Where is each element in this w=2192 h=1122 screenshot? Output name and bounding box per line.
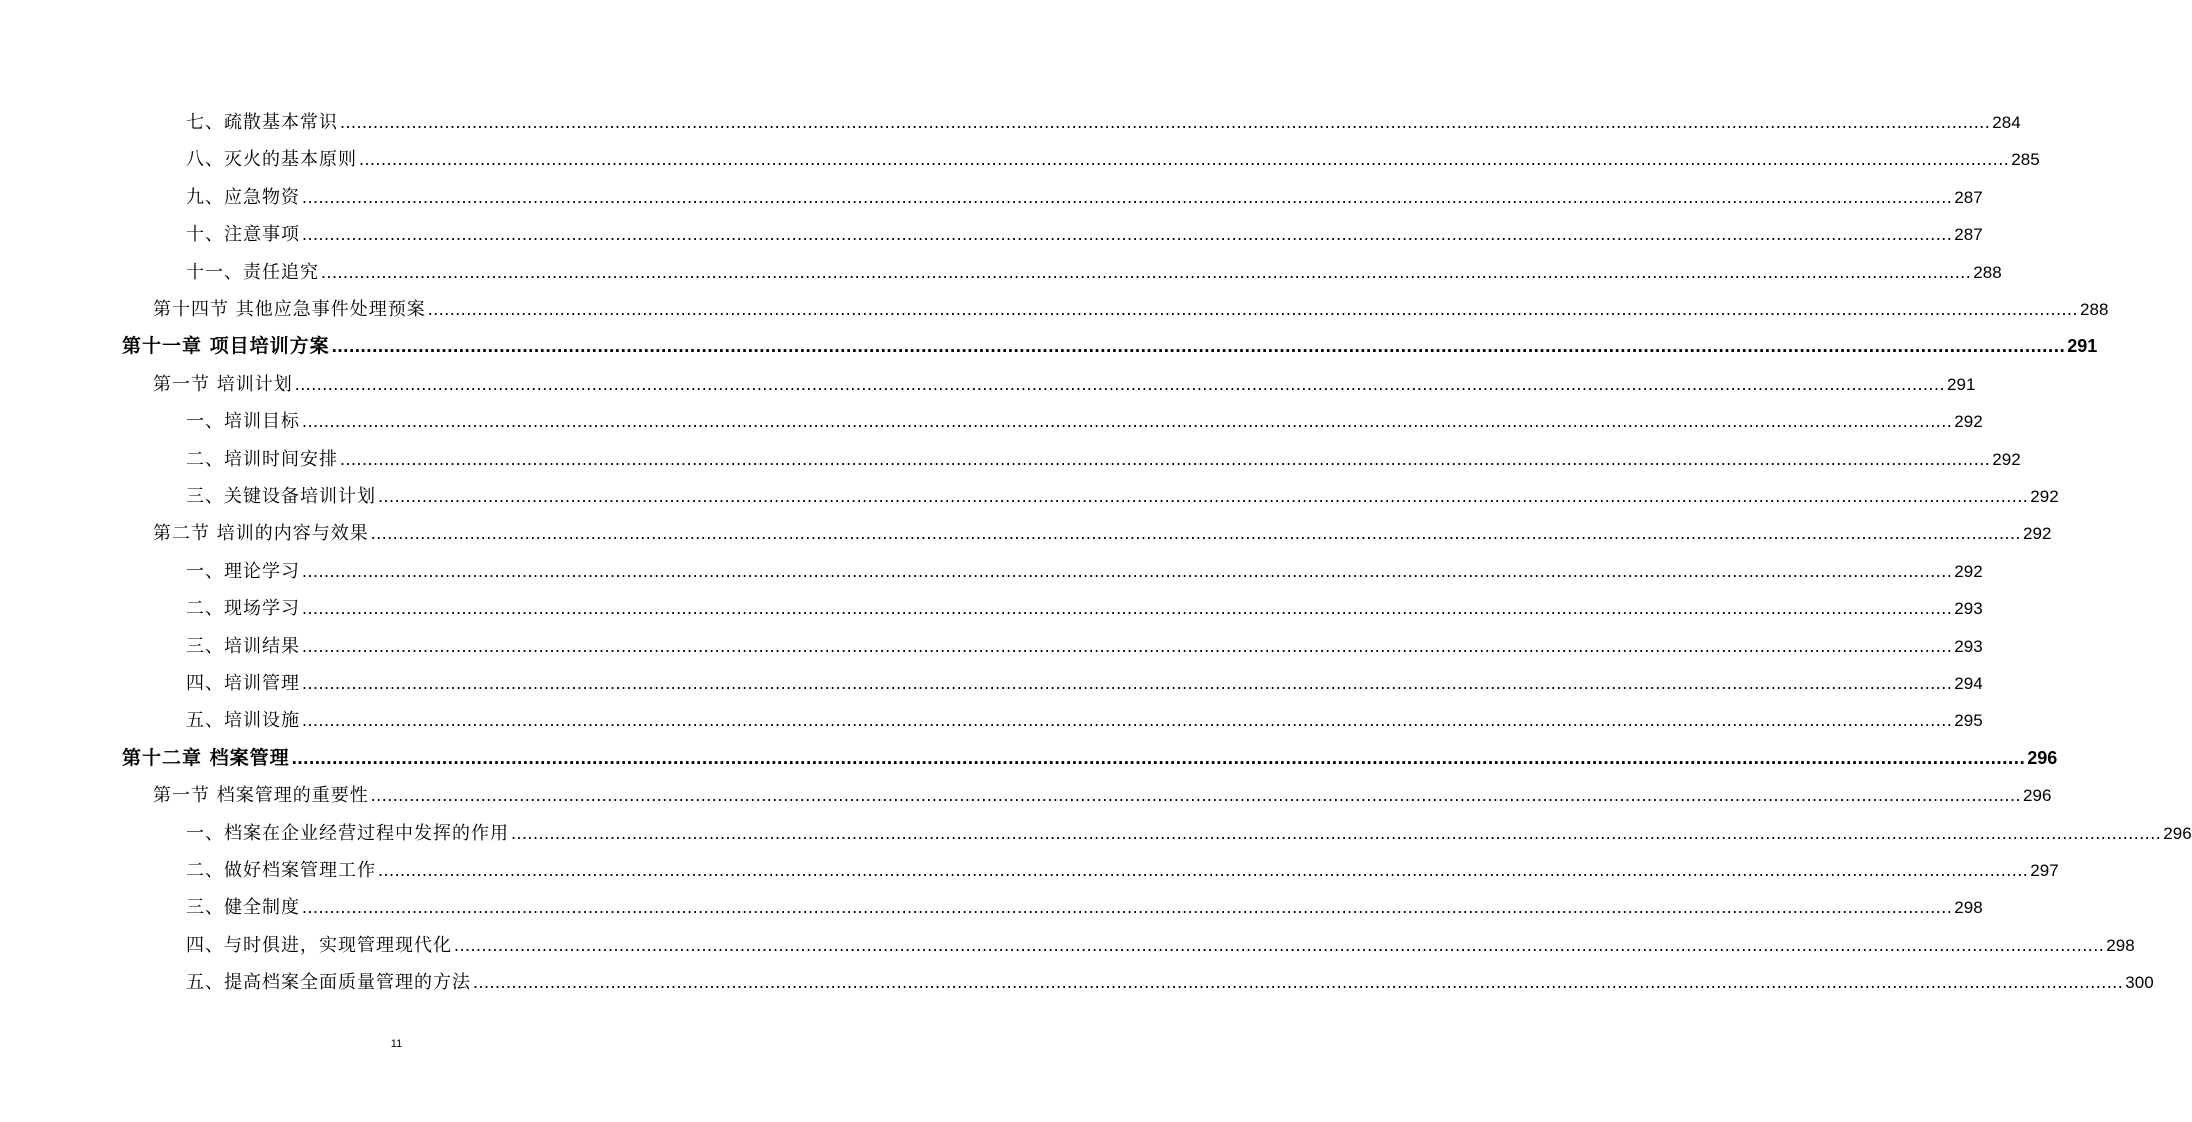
toc-entry-label: 一、档案在企业经营过程中发挥的作用 [186,822,509,844]
toc-section-entry[interactable] [153,777,2052,814]
toc-leader-dots: ............................................................................................................................................................................................................................................................................................................ [302,710,1953,731]
toc-entry-label: 第二节 培训的内容与效果 [153,523,369,545]
toc-leader-dots: ............................................................................................................................................................................................................................................................................................................ [473,972,2124,993]
toc-leader-dots: ............................................................................................................................................................................................................................................................................................................ [370,785,2022,806]
toc-leader-dots: ............................................................................................................................................................................................................................................................................................................ [370,523,2022,544]
toc-leader-dots: ............................................................................................................................................................................................................................................................................................................ [302,635,1953,656]
toc-entry-label: 一、理论学习 [186,560,300,582]
toc-entry-page: 292 [1992,449,2021,469]
toc-entry-page: 294 [1954,674,1983,693]
toc-subsection-entry[interactable] [186,141,2040,178]
toc-leader-dots: ............................................................................................................................................................................................................................................................................................................ [340,448,1991,469]
toc-subsection-entry[interactable] [186,852,2059,889]
toc-subsection-entry[interactable] [186,665,1983,702]
toc-subsection-entry[interactable] [186,216,1983,253]
toc-entry-page: 291 [2067,336,2098,357]
toc-leader-dots: ............................................................................................................................................................................................................................................................................................................ [359,149,2010,170]
toc-section-entry[interactable] [153,291,2109,328]
toc-subsection-entry[interactable] [186,964,2154,1001]
toc-entry-page: 291 [1947,374,1976,394]
toc-entry-label: 四、培训管理 [186,673,300,694]
toc-subsection-entry[interactable] [186,553,1983,590]
toc-leader-dots: ............................................................................................................................................................................................................................................................................................................ [291,747,2026,769]
toc-chapter-entry[interactable] [122,328,2098,365]
toc-entry-label: 第十一章 项目培训方案 [122,335,330,358]
toc-subsection-entry[interactable] [186,927,2135,964]
toc-chapter-entry[interactable] [122,740,2058,777]
toc-leader-dots: ............................................................................................................................................................................................................................................................................................................ [378,860,2029,880]
toc-subsection-entry[interactable] [186,403,1983,440]
toc-leader-dots: ............................................................................................................................................................................................................................................................................................................ [378,486,2029,506]
toc-leader-dots: ............................................................................................................................................................................................................................................................................................................ [302,186,1953,207]
toc-subsection-entry[interactable] [186,889,1983,926]
toc-leader-dots: ............................................................................................................................................................................................................................................................................................................ [302,224,1953,245]
toc-entry-page: 285 [2011,150,2040,170]
toc-subsection-entry[interactable] [186,179,1983,216]
toc-leader-dots: ............................................................................................................................................................................................................................................................................................................ [302,598,1953,619]
toc-subsection-entry[interactable] [186,628,1983,665]
toc-entry-page: 292 [1954,412,1983,432]
toc-entry-label: 四、与时俱进，实现管理现代化 [186,934,452,956]
toc-leader-dots: ............................................................................................................................................................................................................................................................................................................ [340,112,1991,132]
toc-entry-page: 288 [2080,300,2109,319]
toc-entry-page: 295 [1954,711,1983,731]
toc-entry-label: 二、做好档案管理工作 [186,860,376,881]
toc-leader-dots: ............................................................................................................................................................................................................................................................................................................ [511,822,2162,843]
toc-entry-label: 第一节 培训计划 [153,373,293,395]
toc-leader-dots: ............................................................................................................................................................................................................................................................................................................ [302,897,1953,918]
toc-entry-page: 300 [2125,973,2154,993]
toc-entry-page: 287 [1954,225,1983,245]
toc-entry-label: 第一节 档案管理的重要性 [153,785,369,807]
toc-subsection-entry[interactable] [186,702,1983,739]
toc-leader-dots: ............................................................................................................................................................................................................................................................................................................ [302,673,1953,693]
toc-entry-page: 297 [2030,861,2059,880]
toc-subsection-entry[interactable] [186,441,2021,478]
toc-entry-label: 十一、责任追究 [186,261,319,283]
toc-entry-page: 287 [1954,187,1983,207]
toc-entry-label: 三、培训结果 [186,635,300,657]
toc-entry-page: 296 [2163,823,2192,843]
toc-leader-dots: ............................................................................................................................................................................................................................................................................................................ [302,560,1953,581]
toc-entry-label: 二、现场学习 [186,598,300,620]
toc-leader-dots: ............................................................................................................................................................................................................................................................................................................ [454,934,2105,955]
toc-entry-label: 十、注意事项 [186,224,300,246]
toc-entry-label: 五、培训设施 [186,710,300,732]
toc-entry-label: 三、健全制度 [186,897,300,919]
toc-entry-page: 293 [1954,599,1983,619]
toc-entry-page: 293 [1954,636,1983,656]
toc-entry-label: 二、培训时间安排 [186,448,338,470]
toc-entry-page: 292 [2023,524,2052,544]
toc-leader-dots: ............................................................................................................................................................................................................................................................................................................ [427,299,2079,319]
toc-subsection-entry[interactable] [186,104,2021,141]
toc-entry-label: 八、灭火的基本原则 [186,149,357,171]
toc-leader-dots: ............................................................................................................................................................................................................................................................................................................ [294,373,1946,394]
toc-entry-label: 九、应急物资 [186,186,300,208]
toc-entry-page: 296 [2027,747,2058,768]
toc-entry-page: 298 [2106,935,2135,955]
toc-entry-page: 284 [1992,113,2021,132]
toc-entry-label: 五、提高档案全面质量管理的方法 [186,972,471,994]
toc-entry-label: 七、疏散基本常识 [186,112,338,133]
page-number: 11 [390,1038,403,1050]
toc-section-entry[interactable] [153,515,2052,552]
toc-leader-dots: ............................................................................................................................................................................................................................................................................................................ [302,411,1953,432]
toc-section-entry[interactable] [153,366,1976,403]
toc-subsection-entry[interactable] [186,254,2002,291]
toc-entry-label: 三、关键设备培训计划 [186,486,376,507]
toc-entry-page: 296 [2023,786,2052,806]
toc-entry-label: 第十四节 其他应急事件处理预案 [153,299,426,320]
toc-entry-page: 292 [1954,561,1983,581]
toc-entry-page: 288 [1973,262,2002,282]
toc-entry-page: 292 [2030,487,2059,506]
toc-subsection-entry[interactable] [186,478,2059,515]
toc-subsection-entry[interactable] [186,815,2192,852]
toc-entry-label: 第十二章 档案管理 [122,746,290,769]
toc-entry-label: 一、培训目标 [186,411,300,433]
toc-leader-dots: ............................................................................................................................................................................................................................................................................................................ [331,336,2066,358]
toc-entry-page: 298 [1954,898,1983,918]
toc-leader-dots: ............................................................................................................................................................................................................................................................................................................ [321,261,1972,282]
toc-subsection-entry[interactable] [186,590,1983,627]
